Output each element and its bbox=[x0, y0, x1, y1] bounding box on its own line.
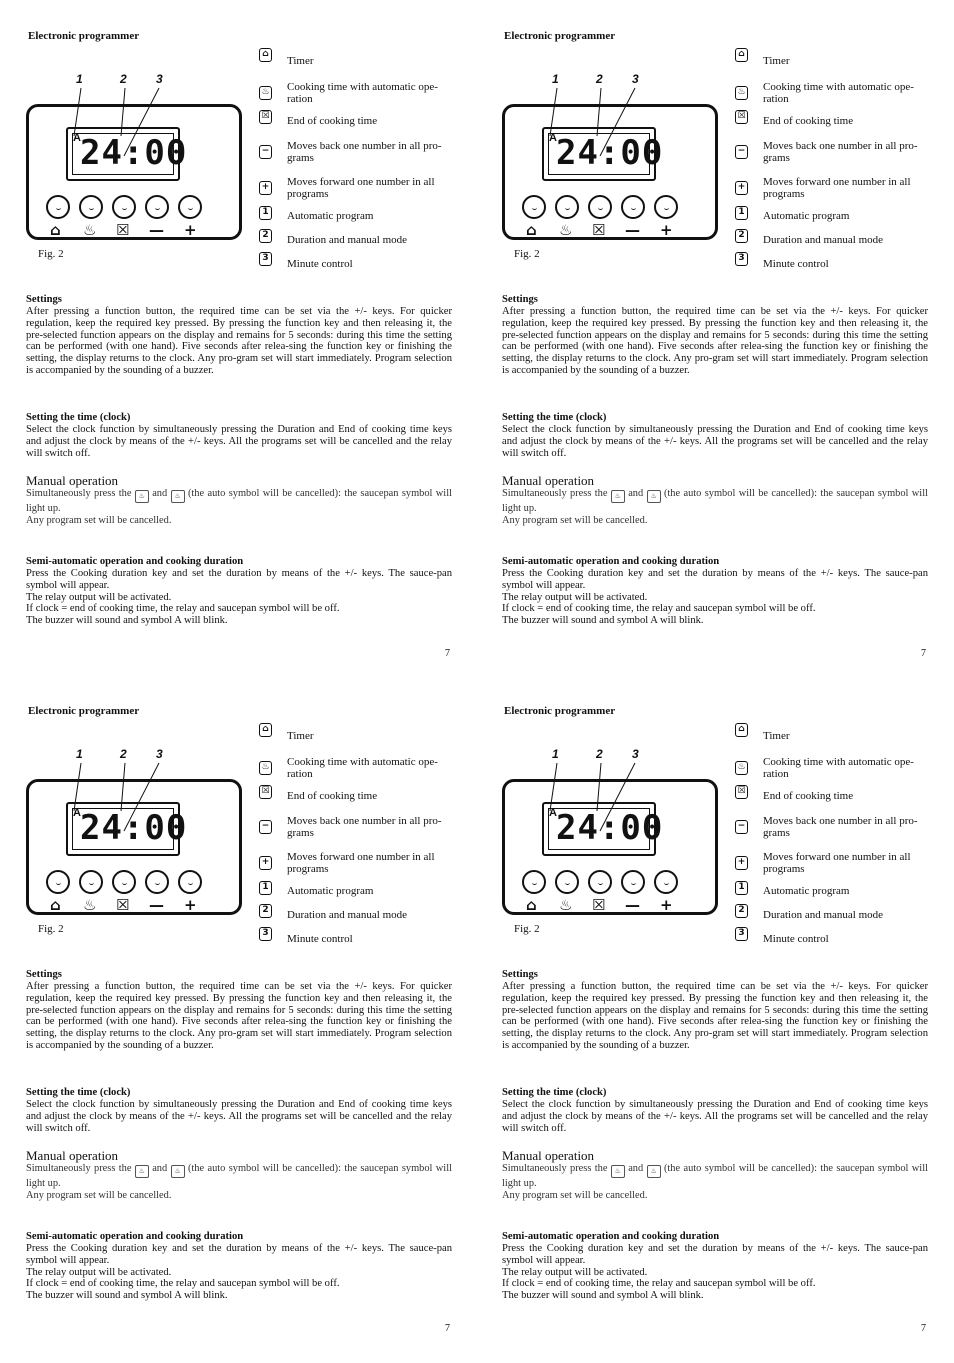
settings-section bbox=[502, 294, 928, 377]
semi-line: If clock = end of cooking time, the relay and saucepan symbol will be off. bbox=[26, 603, 340, 615]
bell-icon: ⌂ bbox=[526, 221, 537, 239]
section-title: Electronic programmer bbox=[504, 30, 616, 42]
pot-cross-key-icon: ☒ bbox=[735, 110, 748, 124]
end-time-knob[interactable] bbox=[112, 870, 136, 894]
callout-2: 2 bbox=[120, 72, 127, 86]
bell-key-icon: ⌂ bbox=[735, 48, 748, 62]
key-1-icon: 1 bbox=[259, 206, 272, 220]
display-digits: 24:00 bbox=[80, 808, 188, 848]
semi-line: The buzzer will sound and symbol A will blink. bbox=[502, 615, 704, 627]
bell-key-icon: ⌂ bbox=[259, 723, 272, 737]
pot-icon: ♨ bbox=[559, 896, 573, 914]
manual-heading: Manual operation bbox=[26, 473, 119, 488]
pot-cross-key-icon: ☒ bbox=[259, 785, 272, 799]
end-time-knob[interactable] bbox=[112, 195, 136, 219]
plus-knob[interactable] bbox=[178, 195, 202, 219]
manual-section bbox=[502, 1149, 928, 1202]
callout-3: 3 bbox=[632, 72, 639, 86]
semi-line: The buzzer will sound and symbol A will blink. bbox=[26, 1290, 228, 1302]
plus-knob[interactable] bbox=[654, 195, 678, 219]
pot-inline-icon-2: ♨ bbox=[647, 490, 661, 503]
settings-body: After pressing a function button, the required time can be set via the +/- keys. For quicker regulation, keep the required key pressed. By pressing the function key and then releasing it, the pre-selected function appears on the display and remains for 5 seconds: during this time the setting can be performed (with one hand). Five seconds after relea-sing the function key or finishing the setting, the display returns to the clock. Any pro-gram set will start immediately. Program selection is accompanied by the sounding of a buzzer. bbox=[502, 306, 928, 376]
pot-key-icon: ♨ bbox=[259, 86, 272, 100]
semi-heading: Semi-automatic operation and cooking duration bbox=[502, 1231, 720, 1242]
manual-heading: Manual operation bbox=[502, 1148, 595, 1163]
manual-note: Any program set will be cancelled. bbox=[26, 514, 172, 526]
pot-icon: ♨ bbox=[83, 221, 97, 239]
callout-2: 2 bbox=[596, 72, 603, 86]
programmer-figure bbox=[500, 747, 725, 935]
key-2-icon: 2 bbox=[259, 904, 272, 918]
semi-heading: Semi-automatic operation and cooking duration bbox=[502, 556, 720, 567]
clock-body: Select the clock function by simultaneously pressing the Duration and End of cooking time keys and adjust the clock by means of the +/- keys. All the programs set will be cancelled and the relay will switch off. bbox=[26, 1099, 452, 1134]
callout-1: 1 bbox=[552, 72, 559, 86]
semi-line: Press the Cooking duration key and set the duration by means of the +/- keys. The sauce-pan symbol will appear. bbox=[26, 1243, 452, 1266]
section-title: Electronic programmer bbox=[504, 705, 616, 717]
semi-heading: Semi-automatic operation and cooking duration bbox=[26, 1231, 244, 1242]
callout-2: 2 bbox=[120, 747, 127, 761]
pot-cross-icon: ☒ bbox=[592, 896, 606, 914]
key-3-icon: 3 bbox=[259, 927, 272, 941]
pot-inline-icon: ♨ bbox=[135, 490, 149, 503]
plus-knob[interactable] bbox=[654, 870, 678, 894]
semi-auto-section bbox=[502, 1231, 928, 1302]
key-2-icon: 2 bbox=[259, 229, 272, 243]
manual-page-top-left: Electronic programmer 1 2 3 A 24:00 ⌂ ♨ ☒ — + Fig. 2 ⌂ Timer ♨ Cooking time with automatic ope-ration ☒ End of cooking time − Moves back one number in all pro-grams + Moves forward one number in all programs 1 Automatic program 2 Duration and manual mode 3 Minute control Settings After pressing a function button, the required time can be set via the +/- keys. For quicker regulation, keep the required key pressed. By pressing the function key and then releasing it, the pre-selected function appears on the display and remains for 5 seconds: during this time the setting can be performed (with one hand). Five seconds after relea-sing the function key or finishing the setting, the display returns to the clock. Any pro-gram set will start immediately. Program selection is accompanied by the sounding of a buzzer. Setting the time (clock) Select the clock function by simultaneously pressing the Duration and End of cooking time keys and adjust the clock by means of the +/- keys. All the programs set will be cancelled and the relay will switch off. Manual operation Simultaneously press the ♨ and ♨ (the auto symbol will be cancelled): the saucepan symbol will light up. Any program set will be cancelled. Semi-automatic operation and cooking duration Press the Cooking duration key and set the duration by means of the +/- keys. The sauce-pan symbol will appear. The relay output will be activated. If clock = end of cooking time, the relay and saucepan symbol will be off. The buzzer will sound and symbol A will blink. 7 bbox=[26, 30, 452, 659]
key-1-icon: 1 bbox=[735, 881, 748, 895]
pot-cross-key-icon: ☒ bbox=[735, 785, 748, 799]
semi-line: The relay output will be activated. bbox=[26, 1266, 172, 1278]
minus-knob[interactable] bbox=[145, 195, 169, 219]
semi-line: The relay output will be activated. bbox=[502, 1266, 648, 1278]
clock-body: Select the clock function by simultaneously pressing the Duration and End of cooking time keys and adjust the clock by means of the +/- keys. All the programs set will be cancelled and the relay will switch off. bbox=[502, 1099, 928, 1134]
programmer-figure bbox=[24, 747, 249, 935]
clock-heading: Setting the time (clock) bbox=[502, 412, 607, 423]
cooking-time-knob[interactable] bbox=[555, 870, 579, 894]
pot-icon: ♨ bbox=[559, 221, 573, 239]
manual-page-top-right: Electronic programmer 1 2 3 A 24:00 ⌂ ♨ ☒ — + Fig. 2 ⌂ Timer ♨ Cooking time with automatic ope-ration ☒ End of cooking time − Moves back one number in all pro-grams + Moves forward one number in all programs 1 Automatic program 2 Duration and manual mode 3 Minute control Settings After pressing a function button, the required time can be set via the +/- keys. For quicker regulation, keep the required key pressed. By pressing the function key and then releasing it, the pre-selected function appears on the display and remains for 5 seconds: during this time the setting can be performed (with one hand). Five seconds after relea-sing the function key or finishing the setting, the display returns to the clock. Any pro-gram set will start immediately. Program selection is accompanied by the sounding of a buzzer. Setting the time (clock) Select the clock function by simultaneously pressing the Duration and End of cooking time keys and adjust the clock by means of the +/- keys. All the programs set will be cancelled and the relay will switch off. Manual operation Simultaneously press the ♨ and ♨ (the auto symbol will be cancelled): the saucepan symbol will light up. Any program set will be cancelled. Semi-automatic operation and cooking duration Press the Cooking duration key and set the duration by means of the +/- keys. The sauce-pan symbol will appear. The relay output will be activated. If clock = end of cooking time, the relay and saucepan symbol will be off. The buzzer will sound and symbol A will blink. 7 bbox=[502, 30, 928, 659]
programmer-figure bbox=[24, 72, 249, 260]
bell-key-icon: ⌂ bbox=[735, 723, 748, 737]
minus-key-icon: − bbox=[259, 820, 272, 834]
minus-icon: — bbox=[149, 221, 164, 239]
key-3-icon: 3 bbox=[259, 252, 272, 266]
manual-note: Any program set will be cancelled. bbox=[26, 1189, 172, 1201]
manual-page-bottom-left: Electronic programmer 1 2 3 A 24:00 ⌂ ♨ ☒ — + Fig. 2 ⌂ Timer ♨ Cooking time with automatic ope-ration ☒ End of cooking time − Moves back one number in all pro-grams + Moves forward one number in all programs 1 Automatic program 2 Duration and manual mode 3 Minute control Settings After pressing a function button, the required time can be set via the +/- keys. For quicker regulation, keep the required key pressed. By pressing the function key and then releasing it, the pre-selected function appears on the display and remains for 5 seconds: during this time the setting can be performed (with one hand). Five seconds after relea-sing the function key or finishing the setting, the display returns to the clock. Any pro-gram set will start immediately. Program selection is accompanied by the sounding of a buzzer. Setting the time (clock) Select the clock function by simultaneously pressing the Duration and End of cooking time keys and adjust the clock by means of the +/- keys. All the programs set will be cancelled and the relay will switch off. Manual operation Simultaneously press the ♨ and ♨ (the auto symbol will be cancelled): the saucepan symbol will light up. Any program set will be cancelled. Semi-automatic operation and cooking duration Press the Cooking duration key and set the duration by means of the +/- keys. The sauce-pan symbol will appear. The relay output will be activated. If clock = end of cooking time, the relay and saucepan symbol will be off. The buzzer will sound and symbol A will blink. 7 bbox=[26, 705, 452, 1334]
minus-key-icon: − bbox=[735, 145, 748, 159]
manual-page-bottom-right: Electronic programmer 1 2 3 A 24:00 ⌂ ♨ ☒ — + Fig. 2 ⌂ Timer ♨ Cooking time with automatic ope-ration ☒ End of cooking time − Moves back one number in all pro-grams + Moves forward one number in all programs 1 Automatic program 2 Duration and manual mode 3 Minute control Settings After pressing a function button, the required time can be set via the +/- keys. For quicker regulation, keep the required key pressed. By pressing the function key and then releasing it, the pre-selected function appears on the display and remains for 5 seconds: during this time the setting can be performed (with one hand). Five seconds after relea-sing the function key or finishing the setting, the display returns to the clock. Any pro-gram set will start immediately. Program selection is accompanied by the sounding of a buzzer. Setting the time (clock) Select the clock function by simultaneously pressing the Duration and End of cooking time keys and adjust the clock by means of the +/- keys. All the programs set will be cancelled and the relay will switch off. Manual operation Simultaneously press the ♨ and ♨ (the auto symbol will be cancelled): the saucepan symbol will light up. Any program set will be cancelled. Semi-automatic operation and cooking duration Press the Cooking duration key and set the duration by means of the +/- keys. The sauce-pan symbol will appear. The relay output will be activated. If clock = end of cooking time, the relay and saucepan symbol will be off. The buzzer will sound and symbol A will blink. 7 bbox=[502, 705, 928, 1334]
plus-key-icon: + bbox=[735, 181, 748, 195]
lcd-display bbox=[66, 802, 188, 856]
clock-heading: Setting the time (clock) bbox=[26, 412, 131, 423]
callout-2: 2 bbox=[596, 747, 603, 761]
callout-3: 3 bbox=[632, 747, 639, 761]
settings-heading: Settings bbox=[502, 969, 538, 980]
figure-caption: Fig. 2 bbox=[514, 923, 540, 935]
plus-icon: + bbox=[184, 896, 197, 914]
manual-note: Any program set will be cancelled. bbox=[502, 1189, 648, 1201]
settings-section bbox=[502, 969, 928, 1052]
control-panel bbox=[502, 779, 718, 915]
callout-3: 3 bbox=[156, 747, 163, 761]
settings-section bbox=[26, 294, 452, 377]
semi-line: The buzzer will sound and symbol A will blink. bbox=[26, 615, 228, 627]
clock-body: Select the clock function by simultaneously pressing the Duration and End of cooking time keys and adjust the clock by means of the +/- keys. All the programs set will be cancelled and the relay will switch off. bbox=[502, 424, 928, 459]
semi-line: Press the Cooking duration key and set the duration by means of the +/- keys. The sauce-pan symbol will appear. bbox=[502, 1243, 928, 1266]
manual-section bbox=[26, 474, 452, 527]
manual-body: Simultaneously press the ♨ and ♨ (the auto symbol will be cancelled): the saucepan symbol will light up. bbox=[26, 488, 452, 514]
page-number: 7 bbox=[445, 1323, 450, 1334]
end-time-knob[interactable] bbox=[588, 870, 612, 894]
auto-symbol: A bbox=[549, 807, 557, 819]
manual-heading: Manual operation bbox=[26, 1148, 119, 1163]
manual-heading: Manual operation bbox=[502, 473, 595, 488]
plus-icon: + bbox=[184, 221, 197, 239]
auto-symbol: A bbox=[73, 807, 81, 819]
clock-section bbox=[502, 412, 928, 459]
pot-inline-icon: ♨ bbox=[611, 1165, 625, 1178]
pot-inline-icon-2: ♨ bbox=[171, 1165, 185, 1178]
pot-inline-icon: ♨ bbox=[135, 1165, 149, 1178]
clock-heading: Setting the time (clock) bbox=[26, 1087, 131, 1098]
control-panel bbox=[26, 104, 242, 240]
figure-caption: Fig. 2 bbox=[514, 248, 540, 260]
manual-section bbox=[26, 1149, 452, 1202]
pot-key-icon: ♨ bbox=[735, 86, 748, 100]
minus-key-icon: − bbox=[259, 145, 272, 159]
settings-section bbox=[26, 969, 452, 1052]
pot-cross-key-icon: ☒ bbox=[259, 110, 272, 124]
pot-key-icon: ♨ bbox=[259, 761, 272, 775]
lcd-display bbox=[542, 802, 664, 856]
semi-auto-section bbox=[26, 1231, 452, 1302]
key-1-icon: 1 bbox=[259, 881, 272, 895]
semi-line: If clock = end of cooking time, the relay and saucepan symbol will be off. bbox=[502, 1278, 816, 1290]
auto-symbol: A bbox=[549, 132, 557, 144]
minus-knob[interactable] bbox=[621, 870, 645, 894]
semi-line: If clock = end of cooking time, the relay and saucepan symbol will be off. bbox=[26, 1278, 340, 1290]
lcd-display bbox=[542, 127, 664, 181]
settings-heading: Settings bbox=[26, 969, 62, 980]
figure-caption: Fig. 2 bbox=[38, 248, 64, 260]
plus-key-icon: + bbox=[259, 181, 272, 195]
manual-body: Simultaneously press the ♨ and ♨ (the auto symbol will be cancelled): the saucepan symbol will light up. bbox=[502, 1163, 928, 1189]
cooking-time-knob[interactable] bbox=[555, 195, 579, 219]
minus-icon: — bbox=[625, 896, 640, 914]
minus-knob[interactable] bbox=[621, 195, 645, 219]
section-title: Electronic programmer bbox=[28, 30, 140, 42]
key-2-icon: 2 bbox=[735, 904, 748, 918]
manual-body: Simultaneously press the ♨ and ♨ (the auto symbol will be cancelled): the saucepan symbol will light up. bbox=[26, 1163, 452, 1189]
programmer-figure bbox=[500, 72, 725, 260]
semi-line: The relay output will be activated. bbox=[502, 591, 648, 603]
clock-section bbox=[26, 412, 452, 459]
bell-icon: ⌂ bbox=[50, 221, 61, 239]
timer-knob[interactable] bbox=[46, 195, 70, 219]
key-3-icon: 3 bbox=[735, 927, 748, 941]
minus-icon: — bbox=[625, 221, 640, 239]
clock-body: Select the clock function by simultaneously pressing the Duration and End of cooking time keys and adjust the clock by means of the +/- keys. All the programs set will be cancelled and the relay will switch off. bbox=[26, 424, 452, 459]
bell-icon: ⌂ bbox=[526, 896, 537, 914]
key-1-icon: 1 bbox=[735, 206, 748, 220]
bell-icon: ⌂ bbox=[50, 896, 61, 914]
bell-key-icon: ⌂ bbox=[259, 48, 272, 62]
minus-knob[interactable] bbox=[145, 870, 169, 894]
lcd-display bbox=[66, 127, 188, 181]
minus-key-icon: − bbox=[735, 820, 748, 834]
page-number: 7 bbox=[921, 1323, 926, 1334]
plus-knob[interactable] bbox=[178, 870, 202, 894]
timer-knob[interactable] bbox=[522, 870, 546, 894]
semi-line: If clock = end of cooking time, the relay and saucepan symbol will be off. bbox=[502, 603, 816, 615]
plus-key-icon: + bbox=[259, 856, 272, 870]
plus-key-icon: + bbox=[735, 856, 748, 870]
settings-body: After pressing a function button, the required time can be set via the +/- keys. For quicker regulation, keep the required key pressed. By pressing the function key and then releasing it, the pre-selected function appears on the display and remains for 5 seconds: during this time the setting can be performed (with one hand). Five seconds after relea-sing the function key or finishing the setting, the display returns to the clock. Any pro-gram set will start immediately. Program selection is accompanied by the sounding of a buzzer. bbox=[26, 981, 452, 1051]
pot-cross-icon: ☒ bbox=[592, 221, 606, 239]
plus-icon: + bbox=[660, 221, 673, 239]
control-panel bbox=[502, 104, 718, 240]
page-number: 7 bbox=[921, 648, 926, 659]
manual-section bbox=[502, 474, 928, 527]
timer-knob[interactable] bbox=[522, 195, 546, 219]
manual-note: Any program set will be cancelled. bbox=[502, 514, 648, 526]
minus-icon: — bbox=[149, 896, 164, 914]
pot-inline-icon: ♨ bbox=[611, 490, 625, 503]
pot-cross-icon: ☒ bbox=[116, 896, 130, 914]
clock-section bbox=[502, 1087, 928, 1134]
section-title: Electronic programmer bbox=[28, 705, 140, 717]
settings-body: After pressing a function button, the required time can be set via the +/- keys. For quicker regulation, keep the required key pressed. By pressing the function key and then releasing it, the pre-selected function appears on the display and remains for 5 seconds: during this time the setting can be performed (with one hand). Five seconds after relea-sing the function key or finishing the setting, the display returns to the clock. Any pro-gram set will start immediately. Program selection is accompanied by the sounding of a buzzer. bbox=[26, 306, 452, 376]
callout-1: 1 bbox=[76, 72, 83, 86]
callout-1: 1 bbox=[76, 747, 83, 761]
pot-icon: ♨ bbox=[83, 896, 97, 914]
display-digits: 24:00 bbox=[80, 133, 188, 173]
manual-body: Simultaneously press the ♨ and ♨ (the auto symbol will be cancelled): the saucepan symbol will light up. bbox=[502, 488, 928, 514]
key-2-icon: 2 bbox=[735, 229, 748, 243]
page-number: 7 bbox=[445, 648, 450, 659]
pot-inline-icon-2: ♨ bbox=[171, 490, 185, 503]
settings-heading: Settings bbox=[502, 294, 538, 305]
callout-3: 3 bbox=[156, 72, 163, 86]
settings-body: After pressing a function button, the required time can be set via the +/- keys. For quicker regulation, keep the required key pressed. By pressing the function key and then releasing it, the pre-selected function appears on the display and remains for 5 seconds: during this time the setting can be performed (with one hand). Five seconds after relea-sing the function key or finishing the setting, the display returns to the clock. Any pro-gram set will start immediately. Program selection is accompanied by the sounding of a buzzer. bbox=[502, 981, 928, 1051]
timer-knob[interactable] bbox=[46, 870, 70, 894]
semi-heading: Semi-automatic operation and cooking duration bbox=[26, 556, 244, 567]
cooking-time-knob[interactable] bbox=[79, 870, 103, 894]
cooking-time-knob[interactable] bbox=[79, 195, 103, 219]
display-digits: 24:00 bbox=[556, 133, 664, 173]
semi-line: Press the Cooking duration key and set the duration by means of the +/- keys. The sauce-pan symbol will appear. bbox=[502, 568, 928, 591]
key-3-icon: 3 bbox=[735, 252, 748, 266]
control-panel bbox=[26, 779, 242, 915]
semi-line: Press the Cooking duration key and set the duration by means of the +/- keys. The sauce-pan symbol will appear. bbox=[26, 568, 452, 591]
pot-cross-icon: ☒ bbox=[116, 221, 130, 239]
plus-icon: + bbox=[660, 896, 673, 914]
settings-heading: Settings bbox=[26, 294, 62, 305]
figure-caption: Fig. 2 bbox=[38, 923, 64, 935]
end-time-knob[interactable] bbox=[588, 195, 612, 219]
semi-line: The buzzer will sound and symbol A will blink. bbox=[502, 1290, 704, 1302]
clock-section bbox=[26, 1087, 452, 1134]
display-digits: 24:00 bbox=[556, 808, 664, 848]
pot-inline-icon-2: ♨ bbox=[647, 1165, 661, 1178]
pot-key-icon: ♨ bbox=[735, 761, 748, 775]
semi-auto-section bbox=[502, 556, 928, 627]
semi-auto-section bbox=[26, 556, 452, 627]
semi-line: The relay output will be activated. bbox=[26, 591, 172, 603]
callout-1: 1 bbox=[552, 747, 559, 761]
auto-symbol: A bbox=[73, 132, 81, 144]
clock-heading: Setting the time (clock) bbox=[502, 1087, 607, 1098]
